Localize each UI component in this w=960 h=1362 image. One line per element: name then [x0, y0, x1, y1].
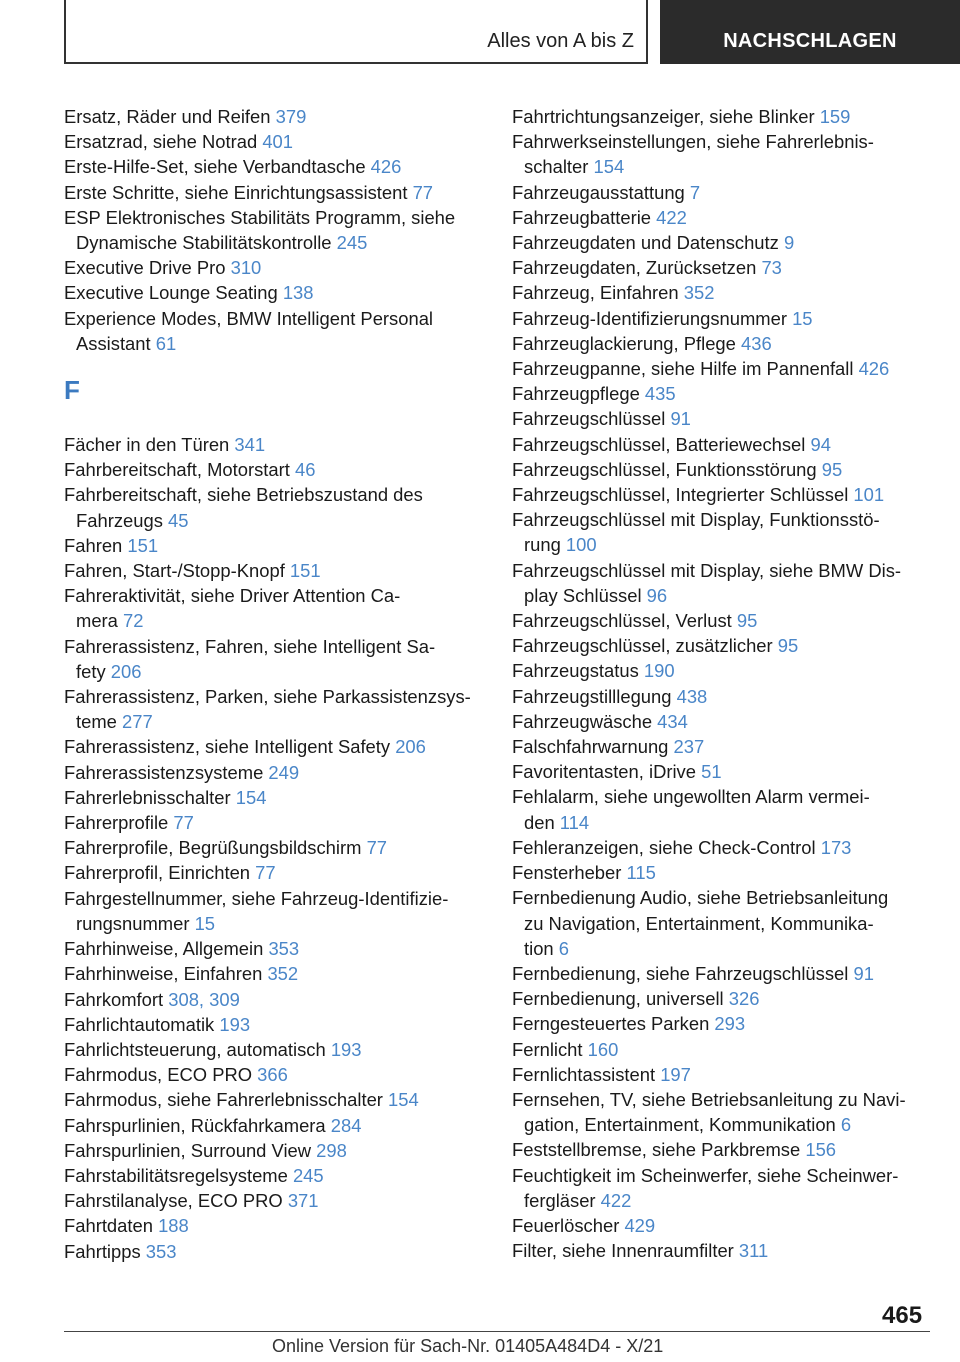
index-entry-text: Fahrhinweise, Allgemein: [64, 938, 269, 960]
index-entry: [512, 306, 932, 331]
index-entry-text: Fahrerlebnisschalter: [64, 786, 236, 808]
index-entry: [64, 533, 484, 558]
index-entry: [512, 406, 932, 431]
page-reference-link[interactable]: 15: [792, 307, 813, 329]
index-entry-text: Ferngesteuertes Parken: [512, 1013, 715, 1035]
index-entry: [64, 1037, 484, 1062]
index-entry-text: Fahrerprofil, Einrichten: [64, 862, 256, 884]
index-entry: [64, 1113, 484, 1138]
index-entry-text: Fahrzeug-Identifizierungsnummer: [512, 307, 793, 329]
index-entry: [512, 1137, 932, 1162]
index-entry-text: Fahrbereitschaft, Motorstart: [64, 459, 295, 481]
section-title: Alles von A bis Z: [487, 30, 634, 52]
index-entry-text: Fahrspurlinien, Surround View: [64, 1139, 317, 1161]
index-entry-text: Fahrlichtsteuerung, automatisch: [64, 1038, 331, 1060]
index-entry-text: Fächer in den Türen: [64, 434, 235, 456]
page-reference-link[interactable]: 436: [741, 332, 772, 354]
page-reference-link[interactable]: 401: [262, 131, 293, 153]
index-entry: [64, 280, 484, 305]
page-reference-link[interactable]: 206: [395, 736, 426, 758]
page-reference-link[interactable]: 197: [660, 1063, 691, 1085]
index-entry: [512, 860, 932, 885]
index-entry: [64, 104, 484, 129]
index-entry: [512, 280, 932, 305]
page-reference-link[interactable]: 245: [336, 232, 368, 254]
page-reference-link[interactable]: 51: [701, 761, 722, 783]
page-number: 465: [882, 1302, 923, 1329]
index-entry-text: Fahren: [64, 534, 128, 556]
page-reference-link[interactable]: 379: [275, 106, 307, 127]
index-entry-text: Executive Drive Pro: [64, 257, 231, 279]
index-entry: [512, 104, 932, 129]
page-reference-link[interactable]: 77: [173, 812, 194, 834]
index-entry-text: den: [524, 811, 560, 833]
index-entry-text: Fahrerassistenz, siehe Intelligent Safety: [64, 736, 396, 758]
page-reference-link[interactable]: 438: [676, 685, 708, 707]
index-entry-text: Fernlicht: [512, 1038, 588, 1060]
index-entry: [64, 810, 484, 835]
page-reference-link[interactable]: 156: [805, 1139, 837, 1161]
page-reference-link[interactable]: 352: [683, 282, 715, 304]
index-entry: [64, 1062, 484, 1087]
index-entry: [512, 432, 932, 457]
index-entry-text: teme: [76, 711, 122, 733]
index-entry: [64, 684, 484, 734]
index-entry: [64, 1138, 484, 1163]
page-reference-link[interactable]: 95: [777, 635, 799, 657]
page-reference-link[interactable]: 193: [219, 1013, 251, 1035]
index-entry-text: Fahrzeugschlüssel: [512, 408, 671, 430]
index-entry-text: Fahrzeugstatus: [512, 660, 644, 682]
index-entry-text: Fahrzeugpflege: [512, 383, 645, 405]
index-entry-text: Fahrkomfort: [64, 988, 169, 1010]
index-column-right: [512, 104, 932, 1263]
index-entry: [512, 356, 932, 381]
index-entry: [512, 608, 932, 633]
index-entry: [512, 1238, 932, 1263]
page-reference-link[interactable]: 151: [289, 560, 321, 582]
index-entry: [512, 457, 932, 482]
index-entry: [64, 154, 484, 179]
index-entry-text: Fahrtipps: [64, 1240, 146, 1262]
index-entry-text: Erste-Hilfe-Set, siehe Verbandtasche: [64, 156, 371, 178]
index-entry: [512, 558, 932, 608]
index-entry: [512, 331, 932, 356]
index-entry-text: Ersatzrad, siehe Notrad: [64, 131, 263, 153]
page-reference-link[interactable]: 100: [565, 534, 597, 556]
footer-version-text: Online Version für Sach-Nr. 01405A484D4 - X/21: [272, 1336, 664, 1356]
index-entry-text: Fehlalarm, siehe ungewollten Alarm vermei-: [512, 786, 870, 808]
page-reference-link[interactable]: 6: [840, 1114, 852, 1136]
page-reference-link[interactable]: 154: [593, 156, 625, 178]
index-entry: [64, 1239, 484, 1264]
index-entry-text: Fahrgestellnummer, siehe Fahrzeug-Identifizie-: [64, 887, 449, 909]
index-entry-text: Fernbedienung, universell: [512, 988, 729, 1010]
index-entry: [512, 961, 932, 986]
index-entry-text: Fahrerassistenz, Fahren, siehe Intelligent Sa-: [64, 635, 436, 657]
index-entry: [512, 684, 932, 709]
page-reference-link[interactable]: 190: [643, 660, 675, 682]
index-entry-text: Falschfahrwarnung: [512, 736, 674, 758]
page-reference-link[interactable]: 237: [673, 736, 705, 758]
index-entry-text: Fahrzeugbatterie: [512, 206, 657, 228]
index-entry: [512, 180, 932, 205]
index-entry: [512, 1011, 932, 1036]
index-entry: [512, 633, 932, 658]
page-reference-link[interactable]: 91: [670, 408, 691, 430]
index-entry: [512, 255, 932, 280]
index-entry-text: Fahrzeugschlüssel, zusätzlicher: [512, 635, 778, 657]
index-entry-text: rung: [524, 534, 566, 556]
index-entry-text: Fahrstilanalyse, ECO PRO: [64, 1190, 288, 1212]
index-entry-text: Fahrzeug, Einfahren: [512, 282, 684, 304]
index-entry-text: Erste Schritte, siehe Einrichtungsassistent: [64, 181, 413, 203]
index-entry-text: Fahrlichtautomatik: [64, 1013, 220, 1035]
index-entry: [64, 634, 484, 684]
header-section-box: [64, 0, 648, 64]
page-reference-link[interactable]: 422: [600, 1189, 632, 1211]
page-reference-link[interactable]: 9: [783, 232, 795, 254]
page-reference-link[interactable]: 173: [820, 836, 852, 858]
index-entry-text: Fahrerprofile, Begrüßungsbildschirm: [64, 837, 367, 859]
index-entry: [64, 1012, 484, 1037]
index-entry-text: schalter: [524, 156, 594, 178]
index-entry: [64, 1213, 484, 1238]
page-reference-link[interactable]: 46: [295, 459, 316, 481]
index-entry: [512, 230, 932, 255]
page-reference-link[interactable]: 159: [819, 106, 851, 127]
index-entry-text: Fahrzeuglackierung, Pflege: [512, 332, 741, 354]
index-entry-text: fergläser: [524, 1189, 601, 1211]
index-entry-text: Fahrstabilitätsregelsysteme: [64, 1164, 293, 1186]
index-entry-text: Fahrspurlinien, Rückfahrkamera: [64, 1114, 331, 1136]
index-entry-text: play Schlüssel: [524, 584, 647, 606]
index-entry-text: Fahrerprofile: [64, 812, 174, 834]
index-entry: [512, 482, 932, 507]
index-entry: [512, 835, 932, 860]
index-entry: [512, 885, 932, 961]
page-reference-link[interactable]: 188: [158, 1215, 189, 1237]
page-reference-link[interactable]: 245: [292, 1164, 324, 1186]
index-entry: [64, 255, 484, 280]
chapter-tab-label: NACHSCHLAGEN: [723, 30, 897, 52]
index-entry-text: Feststellbremse, siehe Parkbremse: [512, 1139, 806, 1161]
page-reference-link[interactable]: 371: [287, 1190, 319, 1212]
page-reference-link[interactable]: 114: [559, 811, 590, 833]
index-entry-text: Fernsehen, TV, siehe Betriebsanleitung zu Navi-: [512, 1088, 906, 1110]
index-entry: [64, 205, 484, 255]
page-reference-link[interactable]: 160: [587, 1038, 619, 1060]
index-entry: [512, 381, 932, 406]
index-entry-text: Fahrmodus, ECO PRO: [64, 1064, 258, 1086]
index-entry-text: gation, Entertainment, Kommunikation: [524, 1114, 841, 1136]
index-entry-text: Fahrzeugschlüssel, Verlust: [512, 610, 737, 632]
page-reference-link[interactable]: 308, 309: [168, 988, 240, 1010]
page-reference-link[interactable]: 193: [330, 1038, 362, 1060]
index-entry: [512, 759, 932, 784]
index-entry: [64, 936, 484, 961]
index-entry-text: Fahrerassistenzsysteme: [64, 761, 269, 783]
page-reference-link[interactable]: 284: [330, 1114, 362, 1136]
index-entry-text: Fahrmodus, siehe Fahrerlebnisschalter: [64, 1089, 389, 1111]
index-entry-text: fety: [76, 660, 111, 682]
index-entry: [512, 1037, 932, 1062]
page-reference-link[interactable]: 426: [370, 156, 402, 178]
page-reference-link[interactable]: 154: [388, 1089, 419, 1111]
index-entry-text: Fahrzeugwäsche: [512, 710, 658, 732]
page-reference-link[interactable]: 115: [626, 862, 656, 884]
index-entry-text: Fahrtdaten: [64, 1215, 159, 1237]
page-reference-link[interactable]: 77: [255, 862, 276, 884]
index-entry: [512, 1062, 932, 1087]
page-reference-link[interactable]: 61: [155, 332, 177, 354]
index-entry-text: Filter, siehe Innenraumfilter: [512, 1240, 739, 1262]
page-reference-link[interactable]: 95: [736, 610, 758, 632]
page-reference-link[interactable]: 298: [316, 1139, 347, 1161]
page-reference-link[interactable]: 311: [738, 1240, 769, 1262]
page-reference-link[interactable]: 154: [235, 786, 267, 808]
page-reference-link[interactable]: 277: [122, 711, 153, 733]
index-entry: [64, 129, 484, 154]
index-entry: [64, 760, 484, 785]
index-entry-text: Fernlichtassistent: [512, 1063, 661, 1085]
index-entry-text: Fehleranzeigen, siehe Check-Control: [512, 836, 821, 858]
index-entry-text: Fahrzeugausstattung: [512, 181, 690, 203]
page-reference-link[interactable]: 94: [810, 433, 831, 455]
index-entry-text: Fahrzeugschlüssel, Batteriewechsel: [512, 433, 811, 455]
index-entry: [64, 961, 484, 986]
index-entry-text: Fahrbereitschaft, siehe Betriebszustand des: [64, 484, 423, 506]
page-reference-link[interactable]: 91: [853, 962, 874, 984]
index-entry: [512, 129, 932, 179]
index-entry-text: Fahrzeugstilllegung: [512, 685, 677, 707]
index-entry: [512, 709, 932, 734]
index-entry-text: Fahrzeugpanne, siehe Hilfe im Pannenfall: [512, 358, 859, 380]
page-reference-link[interactable]: 310: [230, 257, 262, 279]
page-reference-link[interactable]: 326: [728, 988, 760, 1010]
page-reference-link[interactable]: 353: [268, 938, 300, 960]
page-reference-link[interactable]: 341: [234, 434, 266, 456]
index-entry: [512, 986, 932, 1011]
page-reference-link[interactable]: 429: [624, 1214, 656, 1236]
index-entry-text: Feuchtigkeit im Scheinwerfer, siehe Scheinwer-: [512, 1164, 899, 1186]
index-entry: [512, 1087, 932, 1137]
page-reference-link[interactable]: 73: [761, 257, 782, 279]
index-entry: [64, 734, 484, 759]
index-entry: [512, 1163, 932, 1213]
page-reference-link[interactable]: 434: [657, 710, 688, 732]
index-entry: [512, 507, 932, 557]
index-entry-text: Fahreraktivität, siehe Driver Attention Ca-: [64, 585, 401, 607]
page-reference-link[interactable]: 77: [366, 837, 388, 859]
index-entry-text: zu Navigation, Entertainment, Kommunika-: [524, 912, 874, 934]
index-entry: [512, 658, 932, 683]
index-entry: [64, 987, 484, 1012]
index-entry: [64, 1163, 484, 1188]
index-entry-text: Fahrhinweise, Einfahren: [64, 963, 268, 985]
page-reference-link[interactable]: 77: [412, 181, 434, 203]
page-reference-link[interactable]: 422: [656, 206, 687, 228]
index-entry: [64, 785, 484, 810]
index-entry-text: Fahrzeugdaten, Zurücksetzen: [512, 257, 762, 279]
page-reference-link[interactable]: 426: [858, 358, 890, 380]
chapter-tab[interactable]: [660, 0, 960, 64]
index-entry-text: Feuerlöscher: [512, 1214, 625, 1236]
index-entry-text: Fahrzeugdaten und Datenschutz: [512, 232, 784, 254]
index-entry: [64, 860, 484, 885]
page-reference-link[interactable]: 72: [123, 610, 144, 632]
index-column-left: [64, 104, 484, 1264]
page-reference-link[interactable]: 15: [194, 912, 216, 934]
footer-divider: [64, 1331, 930, 1332]
index-entry-text: Fahrtrichtungsanzeiger, siehe Blinker: [512, 106, 820, 127]
index-entry-text: Fahrzeugschlüssel mit Display, siehe BMW Dis-: [512, 559, 902, 581]
page-reference-link[interactable]: 95: [821, 458, 843, 480]
index-entry-text: Fensterheber: [512, 862, 627, 884]
index-entry-text: Ersatz, Räder und Reifen: [64, 106, 276, 127]
page-reference-link[interactable]: 352: [267, 963, 299, 985]
index-entry: [64, 583, 484, 633]
page-reference-link[interactable]: 293: [714, 1013, 746, 1035]
page-reference-link[interactable]: 101: [853, 484, 885, 506]
page-reference-link[interactable]: 45: [168, 509, 189, 531]
page-reference-link[interactable]: 435: [644, 383, 676, 405]
index-entry: [512, 784, 932, 834]
page-reference-link[interactable]: 138: [282, 282, 314, 304]
index-entry-text: Fernbedienung, siehe Fahrzeugschlüssel: [512, 962, 854, 984]
index-entry-text: Executive Lounge Seating: [64, 282, 283, 304]
page-reference-link[interactable]: 249: [268, 761, 300, 783]
index-entry: [64, 558, 484, 583]
index-entry-text: Fahrzeugs: [76, 509, 168, 531]
index-entry-text: Fahren, Start-/Stopp-Knopf: [64, 560, 290, 582]
index-entry-text: mera: [76, 610, 124, 632]
page-reference-link[interactable]: 366: [257, 1064, 288, 1086]
index-entry-text: tion: [524, 937, 559, 959]
page-reference-link[interactable]: 206: [110, 660, 142, 682]
index-entry: [64, 432, 484, 457]
index-entry-text: Fahrerassistenz, Parken, siehe Parkassistenzsys-: [64, 686, 471, 708]
index-letter-heading: F: [64, 375, 80, 406]
index-entry-text: Favoritentasten, iDrive: [512, 761, 702, 783]
index-entry: [64, 1188, 484, 1213]
page-reference-link[interactable]: 151: [127, 534, 159, 556]
page-reference-link[interactable]: 6: [558, 937, 569, 959]
index-entry: [512, 205, 932, 230]
index-entry-text: Fahrzeugschlüssel, Funktionsstörung: [512, 458, 822, 480]
index-entry-text: Fahrwerkseinstellungen, siehe Fahrerlebnis-: [512, 131, 874, 153]
index-entry: [64, 457, 484, 482]
index-entry-text: Fahrzeugschlüssel mit Display, Funktionsstö-: [512, 509, 880, 531]
page-reference-link[interactable]: 96: [646, 584, 668, 606]
page-reference-link[interactable]: 353: [145, 1240, 177, 1262]
index-entry: [512, 734, 932, 759]
index-entry: [64, 180, 484, 205]
index-entry-text: ESP Elektronisches Stabilitäts Programm, siehe: [64, 206, 456, 228]
page-reference-link[interactable]: 7: [689, 181, 701, 203]
index-entry-text: Assistant: [76, 332, 156, 354]
index-entry: [64, 835, 484, 860]
index-entry-text: Experience Modes, BMW Intelligent Personal: [64, 307, 434, 329]
index-entry: [512, 1213, 932, 1238]
index-entry-text: Fernbedienung Audio, siehe Betriebsanleitung: [512, 887, 889, 909]
index-entry-text: rungsnummer: [76, 912, 195, 934]
index-entry: [64, 1087, 484, 1112]
index-entry: [64, 306, 484, 356]
index-entry: [64, 482, 484, 532]
index-entry-text: Dynamische Stabilitätskontrolle: [76, 232, 337, 254]
index-entry: [64, 886, 484, 936]
index-entry-text: Fahrzeugschlüssel, Integrierter Schlüssel: [512, 484, 854, 506]
